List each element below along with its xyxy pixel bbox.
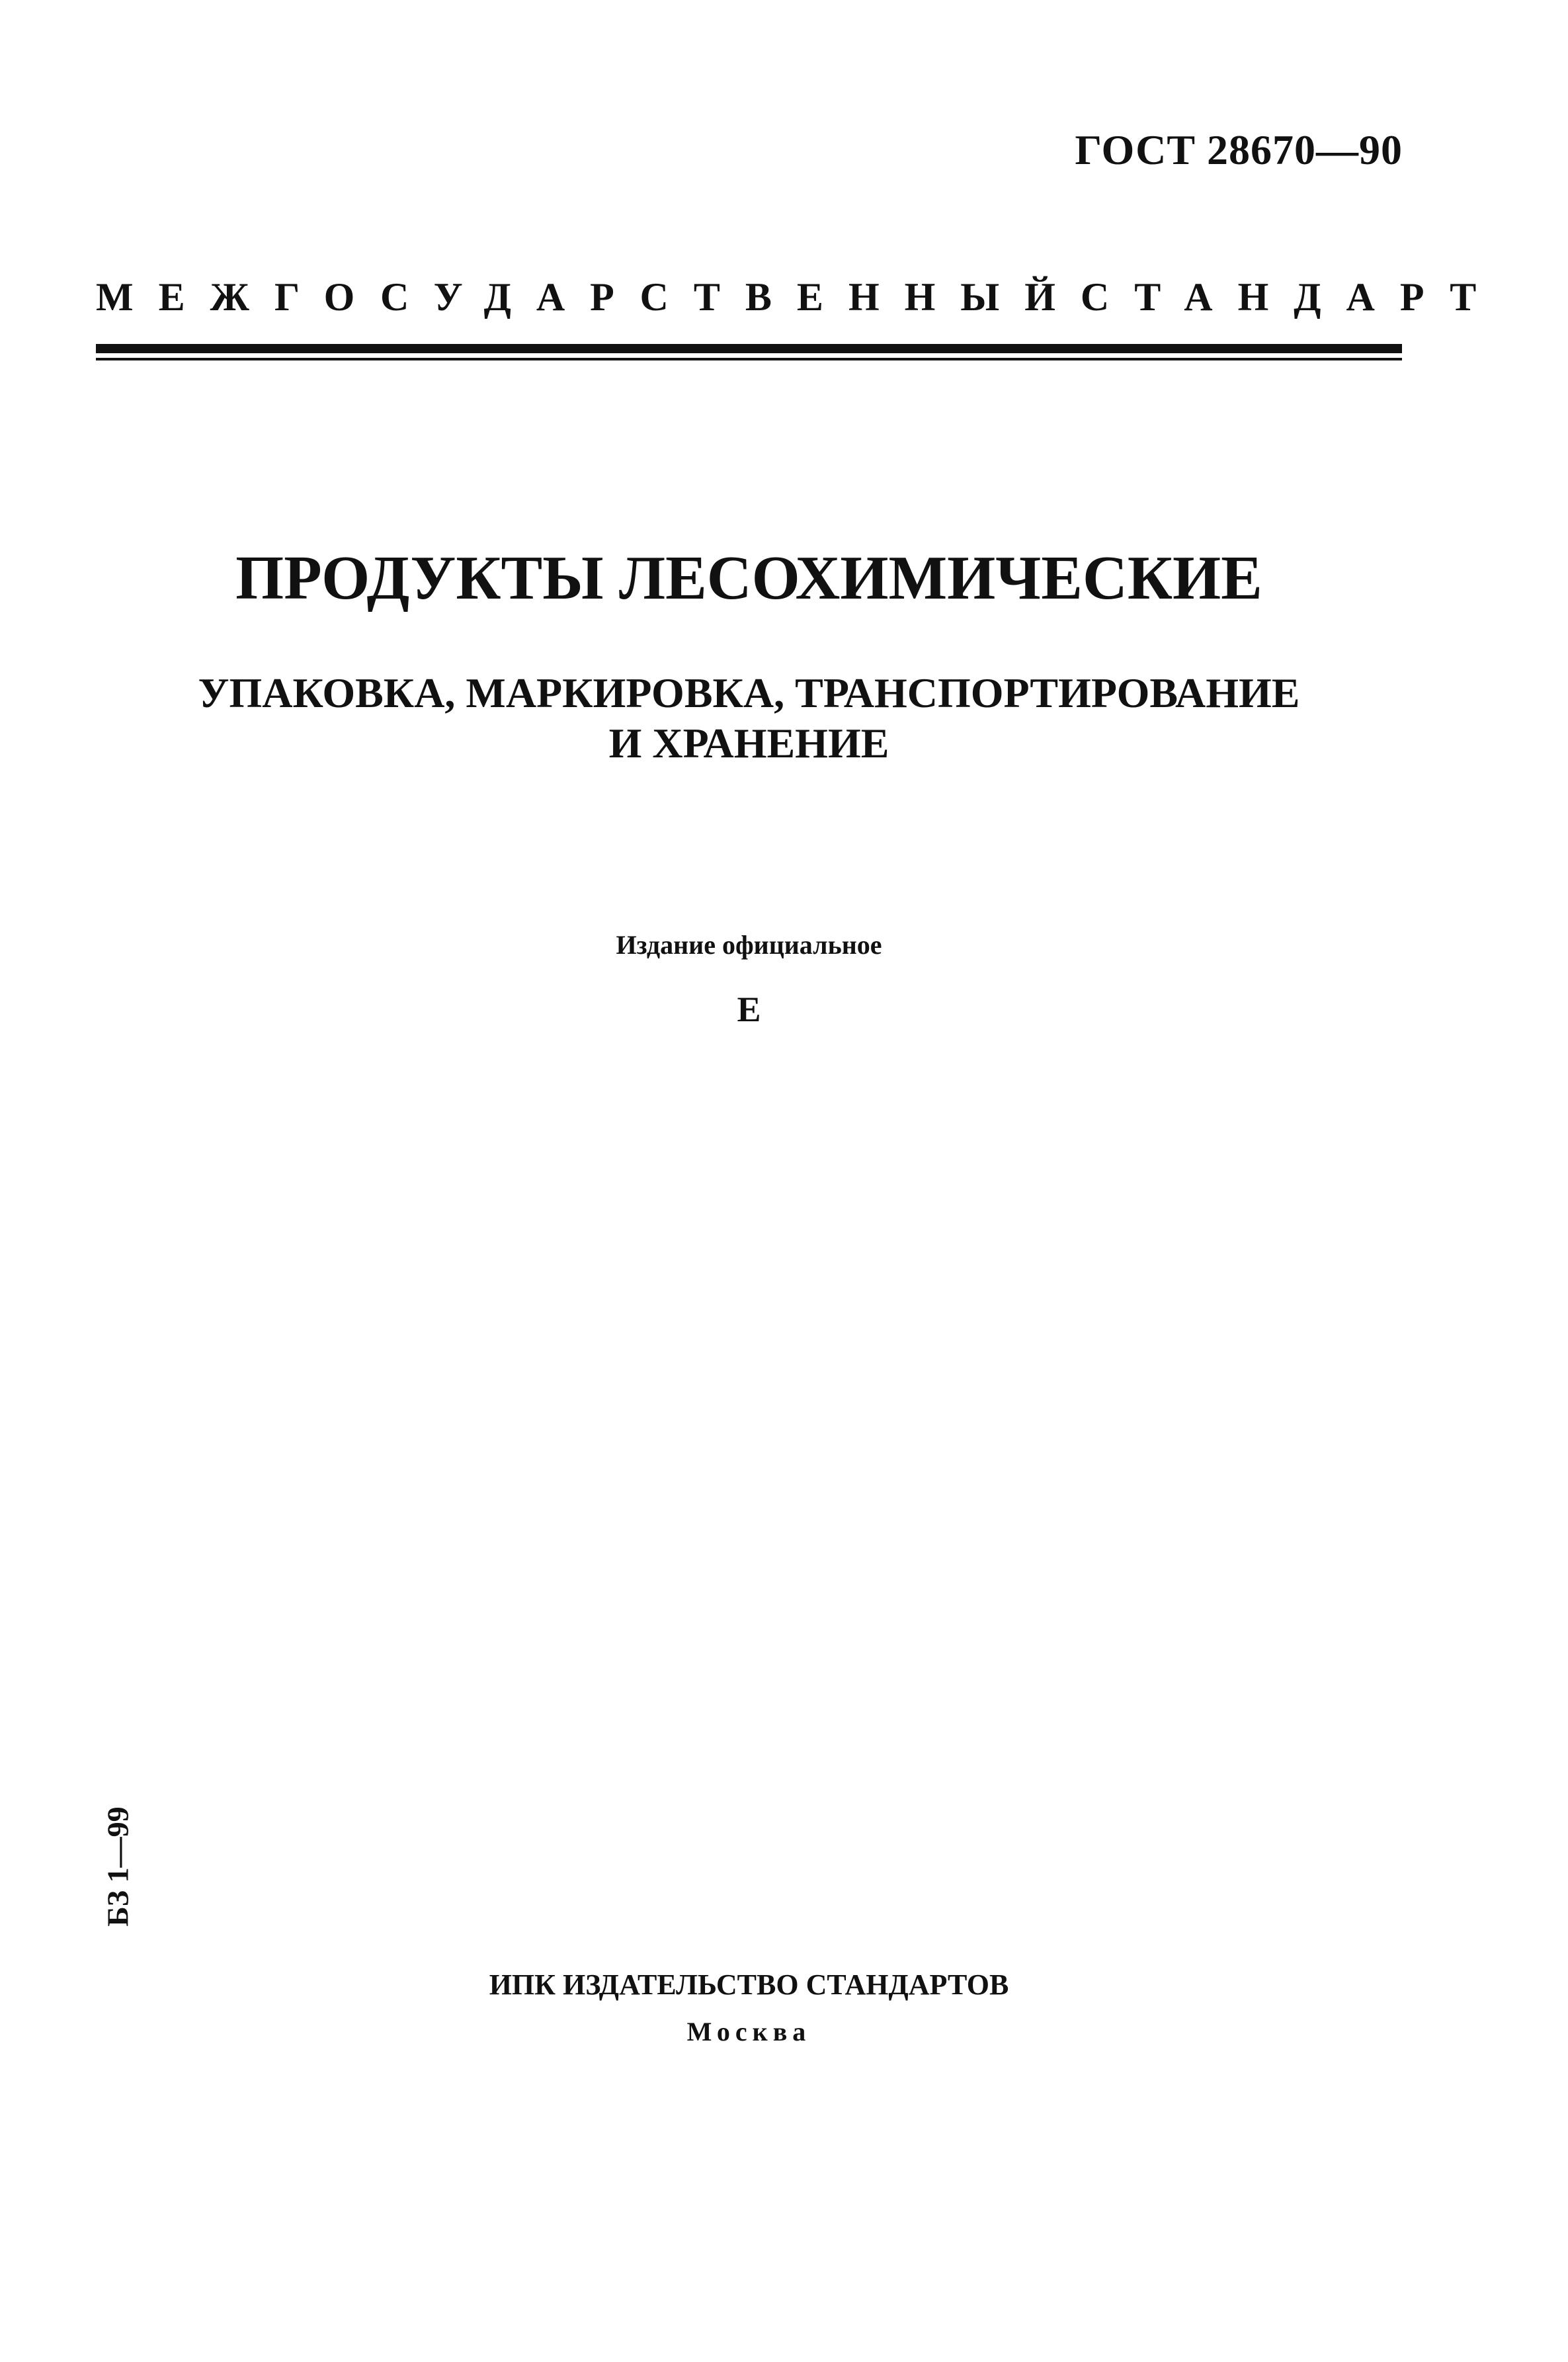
- publisher-name: ИПК ИЗДАТЕЛЬСТВО СТАНДАРТОВ: [489, 1968, 1009, 2001]
- document-subtitle: [0, 668, 1498, 769]
- side-code: БЗ 1—99: [101, 1806, 135, 1927]
- document-title: ПРОДУКТЫ ЛЕСОХИМИЧЕСКИЕ: [235, 544, 1262, 612]
- category-left: МЕЖГОСУДАРСТВЕННЫЙ: [96, 275, 1081, 319]
- category-right: СТАНДАРТ: [1080, 275, 1502, 319]
- publisher-city: Москва: [686, 2017, 811, 2046]
- header-rule-thick: [96, 344, 1402, 353]
- edition-letter: Е: [737, 990, 761, 1029]
- subtitle-line-1: УПАКОВКА, МАРКИРОВКА, ТРАНСПОРТИРОВАНИЕ: [198, 669, 1300, 716]
- subtitle-line-2: И ХРАНЕНИЕ: [608, 720, 889, 767]
- header-rule-thin: [96, 358, 1402, 360]
- standard-category: [96, 274, 1502, 320]
- edition-label: Издание официальное: [616, 930, 882, 960]
- document-number: ГОСТ 28670—90: [1075, 126, 1403, 173]
